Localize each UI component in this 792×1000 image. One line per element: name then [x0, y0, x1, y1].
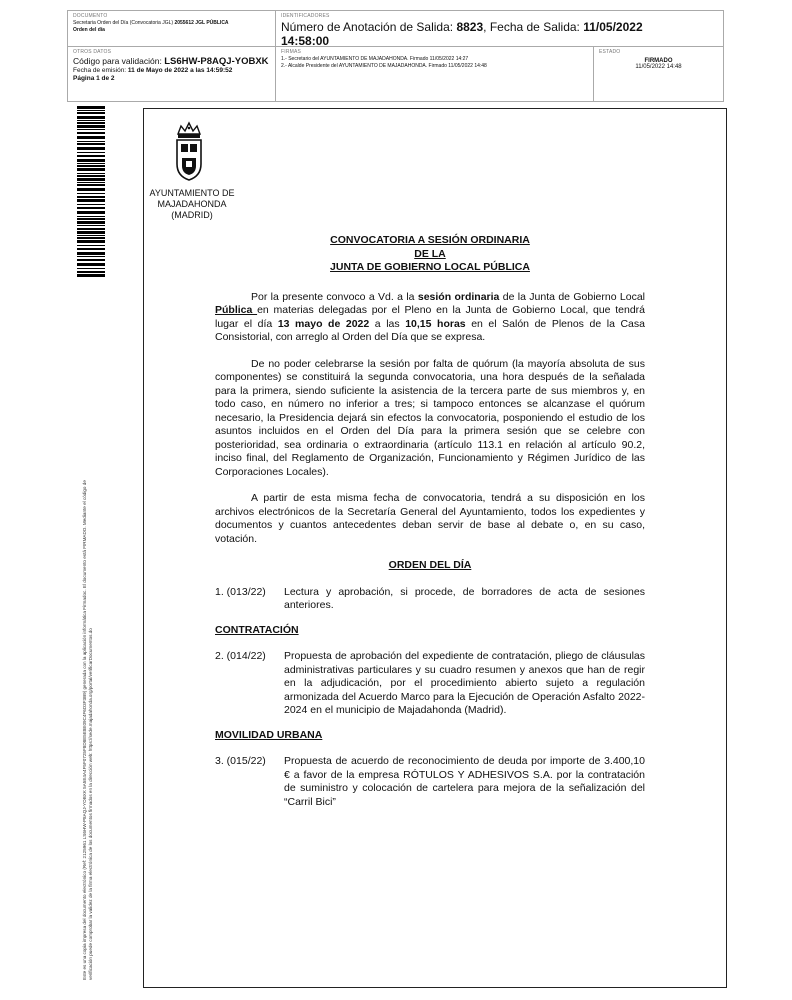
estado-cell — [594, 47, 723, 101]
coat-of-arms-icon — [170, 120, 208, 182]
municipio-line3: (MADRID) — [171, 210, 213, 220]
orden-del-dia-heading: ORDEN DEL DÍA — [388, 559, 472, 571]
agenda-item-text: Propuesta de aprobación del expediente de contratación, pliego de cláusulas administrativas particulares y su cuadro resumen y anexos que han de regir en la adjudicación, por el procedimiento abierto sujeto a regulación armonizada del Acuerdo Marco para la Ejecución de Operación Asfalto 2022-2024 en el municipio de Majadahonda (Madrid). — [284, 650, 645, 716]
estado-date: 11/05/2022 14:48 — [635, 64, 682, 70]
agenda-item — [215, 650, 645, 718]
paragraph-convocatoria: Por la presente convoco a Vd. a la sesión ordinaria de la Junta de Gobierno Local Pública en materias delegadas por el Pleno en la Junta de Gobierno Local, que tendrá lugar el día 13 mayo de 2022 a las 10,15 horas en el Salón de Plenos de la Casa Consistorial, con arreglo al Orden del Día que se expresa. — [215, 290, 646, 343]
section-heading-contratacion: CONTRATACIÓN — [215, 623, 299, 636]
identificadores-cell — [276, 11, 723, 47]
agenda-item-number: 3. (015/22) — [215, 755, 266, 767]
documento-cell — [68, 11, 276, 47]
side-text-line1: Este es una copia impresa del documento electrónico (Ref: 2125961 LS6HW-P8AQJ-YOBXK 5A5E4A4F5F0725F8D8E5E8E09C4F6D3F3B9) generada con la aplicación informática Firmadoc. El documento está FIRMADO. Mediante el código de — [82, 480, 87, 980]
pagina-indicator: Página 1 de 2 — [73, 75, 115, 82]
side-text-line2: verificación puede comprobar la validez de la firma electrónica de los documentos firmados en la dirección web: https://sede.majadahonda.org/portal/verificarDocumentos.do — [88, 628, 93, 980]
estado-badge: FIRMADO — [644, 58, 673, 64]
estado-caption: ESTADO — [599, 49, 621, 55]
otros-caption: OTROS DATOS — [73, 49, 112, 55]
fecha-emision: Fecha de emisión: 11 de Mayo de 2022 a las 14:59:52 — [73, 67, 233, 74]
title-line1: CONVOCATORIA A SESIÓN ORDINARIA — [330, 234, 530, 246]
paragraph-documentacion: A partir de esta misma fecha de convocatoria, tendrá a su disposición en los archivos electrónicos de la Secretaría General del Ayuntamiento, todos los expedientes y documentos y cuantos antecedentes deban servir de base al debate o, en su caso, votación. — [215, 492, 645, 545]
anotacion-salida: Número de Anotación de Salida: 8823, Fecha de Salida: 11/05/2022 14:58:00 — [281, 20, 643, 47]
documento-caption: DOCUMENTO — [73, 13, 108, 19]
agenda-item-number: 2. (014/22) — [215, 650, 266, 662]
municipio-name — [138, 188, 246, 221]
title-line3: JUNTA DE GOBIERNO LOCAL PÚBLICA — [330, 261, 530, 273]
firma-2: 2.- Alcalde Presidente del AYUNTAMIENTO DE MAJADAHONDA. Firmado 11/05/2022 14:48 — [281, 63, 487, 69]
agenda-item — [215, 586, 645, 613]
otros-datos-cell — [68, 47, 276, 101]
documento-line: Secretaria Orden del Día (Convocatoria JGL) 2055612 JGL PÚBLICA — [73, 20, 229, 26]
documento-type: Orden del día — [73, 27, 105, 33]
document-title — [215, 234, 645, 275]
firmas-cell — [276, 47, 594, 101]
agenda-item-text: Propuesta de acuerdo de reconocimiento de deuda por importe de 3.400,10 € a favor de la empresa RÓTULOS Y ADHESIVOS S.A. por la contratación de suministro y colocación de cartelera para mejora de la señalización del “Carril Bici” — [284, 755, 645, 808]
municipio-line1: AYUNTAMIENTO DE — [149, 188, 235, 198]
document-body — [215, 234, 645, 820]
firma-1: 1.- Secretario del AYUNTAMIENTO DE MAJADAHONDA. Firmado 11/05/2022 14:27 — [281, 56, 469, 62]
municipio-line2: MAJADAHONDA — [157, 199, 227, 209]
title-line2: DE LA — [414, 247, 446, 260]
agenda-item — [215, 755, 645, 809]
agenda-item-number: 1. (013/22) — [215, 585, 266, 598]
identificadores-caption: IDENTIFICADORES — [281, 13, 330, 19]
paragraph-quorum: De no poder celebrarse la sesión por falta de quórum (la mayoría absoluta de sus componentes) se constituirá la segunda convocatoria, una hora después de la señalada para la primera, siendo suficiente la asistencia de la tercera parte de sus miembros y, en todo caso, en número no inferior a tres; si tampoco entonces se alcanzase el quórum necesario, la Presidencia dejará sin efectos la convocatoria, posponiendo el estudio de los asuntos incluidos en el Orden del Día para la primera sesión que se celebre con posterioridad, sea ordinaria o extraordinaria (artículo 113.1 en relación al artículo 90.2, inciso final, del Reglamento de Organización, Funcionamiento y Régimen Jurídico de las Corporaciones Locales). — [215, 357, 645, 478]
section-heading-movilidad: MOVILIDAD URBANA — [215, 728, 323, 741]
verification-side-text — [82, 290, 94, 980]
agenda-item-text: Lectura y aprobación, si procede, de borradores de acta de sesiones anteriores. — [284, 585, 645, 611]
codigo-validacion: Código para validación: LS6HW-P8AQJ-YOBXK — [73, 56, 269, 67]
barcode-image — [77, 106, 105, 278]
document-header — [67, 10, 724, 102]
firmas-caption: FIRMAS — [281, 49, 302, 55]
